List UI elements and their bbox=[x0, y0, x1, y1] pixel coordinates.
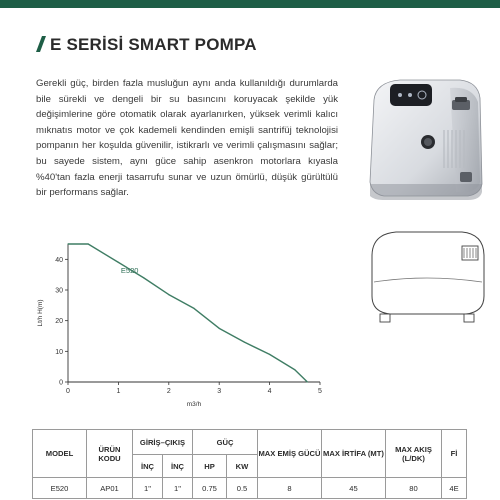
x-tick-label: 2 bbox=[166, 388, 171, 395]
cell-kod: AP01 bbox=[87, 478, 133, 499]
chart-series bbox=[67, 243, 308, 382]
series-line bbox=[68, 244, 307, 382]
header-max-irtifa: MAX İRTİFA (MT) bbox=[322, 430, 386, 478]
header-model: MODEL bbox=[33, 430, 87, 478]
y-tick-label: 20 bbox=[55, 318, 63, 326]
description-line: bile sürekli ve dengeli bir su basıncını koruyacak şekilde yük bbox=[36, 93, 338, 105]
header-giris-cikis: GİRİŞ–ÇIKIŞ bbox=[133, 430, 193, 455]
y-tick-label: 0 bbox=[59, 379, 63, 387]
subheader-inc-cikis: İNÇ bbox=[163, 455, 193, 478]
x-tick-label: 3 bbox=[217, 388, 222, 395]
cell-irtifa: 45 bbox=[322, 478, 386, 499]
data-point bbox=[294, 369, 295, 370]
x-tick-label: 0 bbox=[66, 388, 70, 395]
data-point bbox=[168, 294, 169, 295]
cell-fiyat: 4E bbox=[442, 478, 467, 499]
chart-xlabel: m3/h bbox=[186, 401, 202, 408]
description-line: performans sağlar. bbox=[49, 187, 129, 199]
x-tick-label: 4 bbox=[267, 388, 272, 395]
slash-accent-icon bbox=[36, 36, 46, 52]
y-tick-label: 10 bbox=[55, 348, 63, 356]
pump-product-icon bbox=[360, 72, 490, 207]
data-point bbox=[193, 308, 194, 309]
data-point bbox=[88, 243, 89, 244]
chart-ylabel: Lt/h H(m) bbox=[37, 299, 44, 327]
cell-model: E520 bbox=[33, 478, 87, 499]
subheader-inc-giris: İNÇ bbox=[133, 455, 163, 478]
header-guc: GÜÇ bbox=[193, 430, 258, 455]
data-point bbox=[118, 262, 119, 263]
page-title bbox=[36, 34, 257, 55]
x-tick-label: 5 bbox=[318, 388, 322, 395]
chart-ticks bbox=[55, 257, 322, 395]
page-title-text: E SERİSİ SMART POMPA bbox=[50, 35, 257, 54]
cell-emis: 8 bbox=[258, 478, 322, 499]
description-line: değişimlerine göre otomatik olarak ayarlanırken, yüksek verimli kalıcı bbox=[36, 109, 338, 121]
chart-series-label: E520 bbox=[120, 266, 139, 276]
cell-cikis: 1" bbox=[163, 478, 193, 499]
spec-table bbox=[32, 429, 467, 499]
x-tick-label: 1 bbox=[116, 388, 121, 395]
description-line: bu sayede sistem, aynı güce sahip asenkron motorlara kıyasla %40'tan bbox=[36, 155, 338, 183]
pump-side-icon bbox=[366, 226, 491, 326]
data-point bbox=[67, 243, 68, 244]
subheader-hp: HP bbox=[193, 455, 227, 478]
description-line: Gerekli güç, birden fazla musluğun aynı anda kullanıldığı durumlarda bbox=[36, 78, 338, 89]
subheader-kw: KW bbox=[227, 455, 258, 478]
y-tick-label: 40 bbox=[55, 256, 63, 264]
performance-chart bbox=[28, 224, 338, 416]
cell-giris: 1" bbox=[133, 478, 163, 499]
description-line: fazla enerji tasarrufu sunar ve uzun ömürlü, düşük gürültülü bir bbox=[36, 171, 338, 199]
cell-kw: 0.5 bbox=[227, 478, 258, 499]
header-fiyat: Fİ bbox=[442, 430, 467, 478]
description-paragraph bbox=[36, 76, 338, 201]
table-row bbox=[33, 478, 467, 499]
cell-hp: 0.75 bbox=[193, 478, 227, 499]
top-brand-bar bbox=[0, 0, 500, 8]
data-point bbox=[143, 277, 144, 278]
description-line: pompanın her koşulda güvenilir, istikrarlı ve verimli çalışmasını sağlar; bbox=[36, 140, 338, 152]
header-max-emis: MAX EMİŞ GÜCÜ bbox=[258, 430, 322, 478]
data-point bbox=[219, 328, 220, 329]
data-point bbox=[244, 342, 245, 343]
header-max-akis: MAX AKIŞ (L/DK) bbox=[386, 430, 442, 478]
data-point bbox=[307, 381, 308, 382]
data-point bbox=[269, 354, 270, 355]
cell-akis: 80 bbox=[386, 478, 442, 499]
y-tick-label: 30 bbox=[55, 287, 63, 295]
description-line: mıknatıs motor ve çok kademeli kendinden emişli santrifüj teknolojisi bbox=[36, 124, 338, 136]
header-urun-kodu: ÜRÜN KODU bbox=[87, 430, 133, 478]
